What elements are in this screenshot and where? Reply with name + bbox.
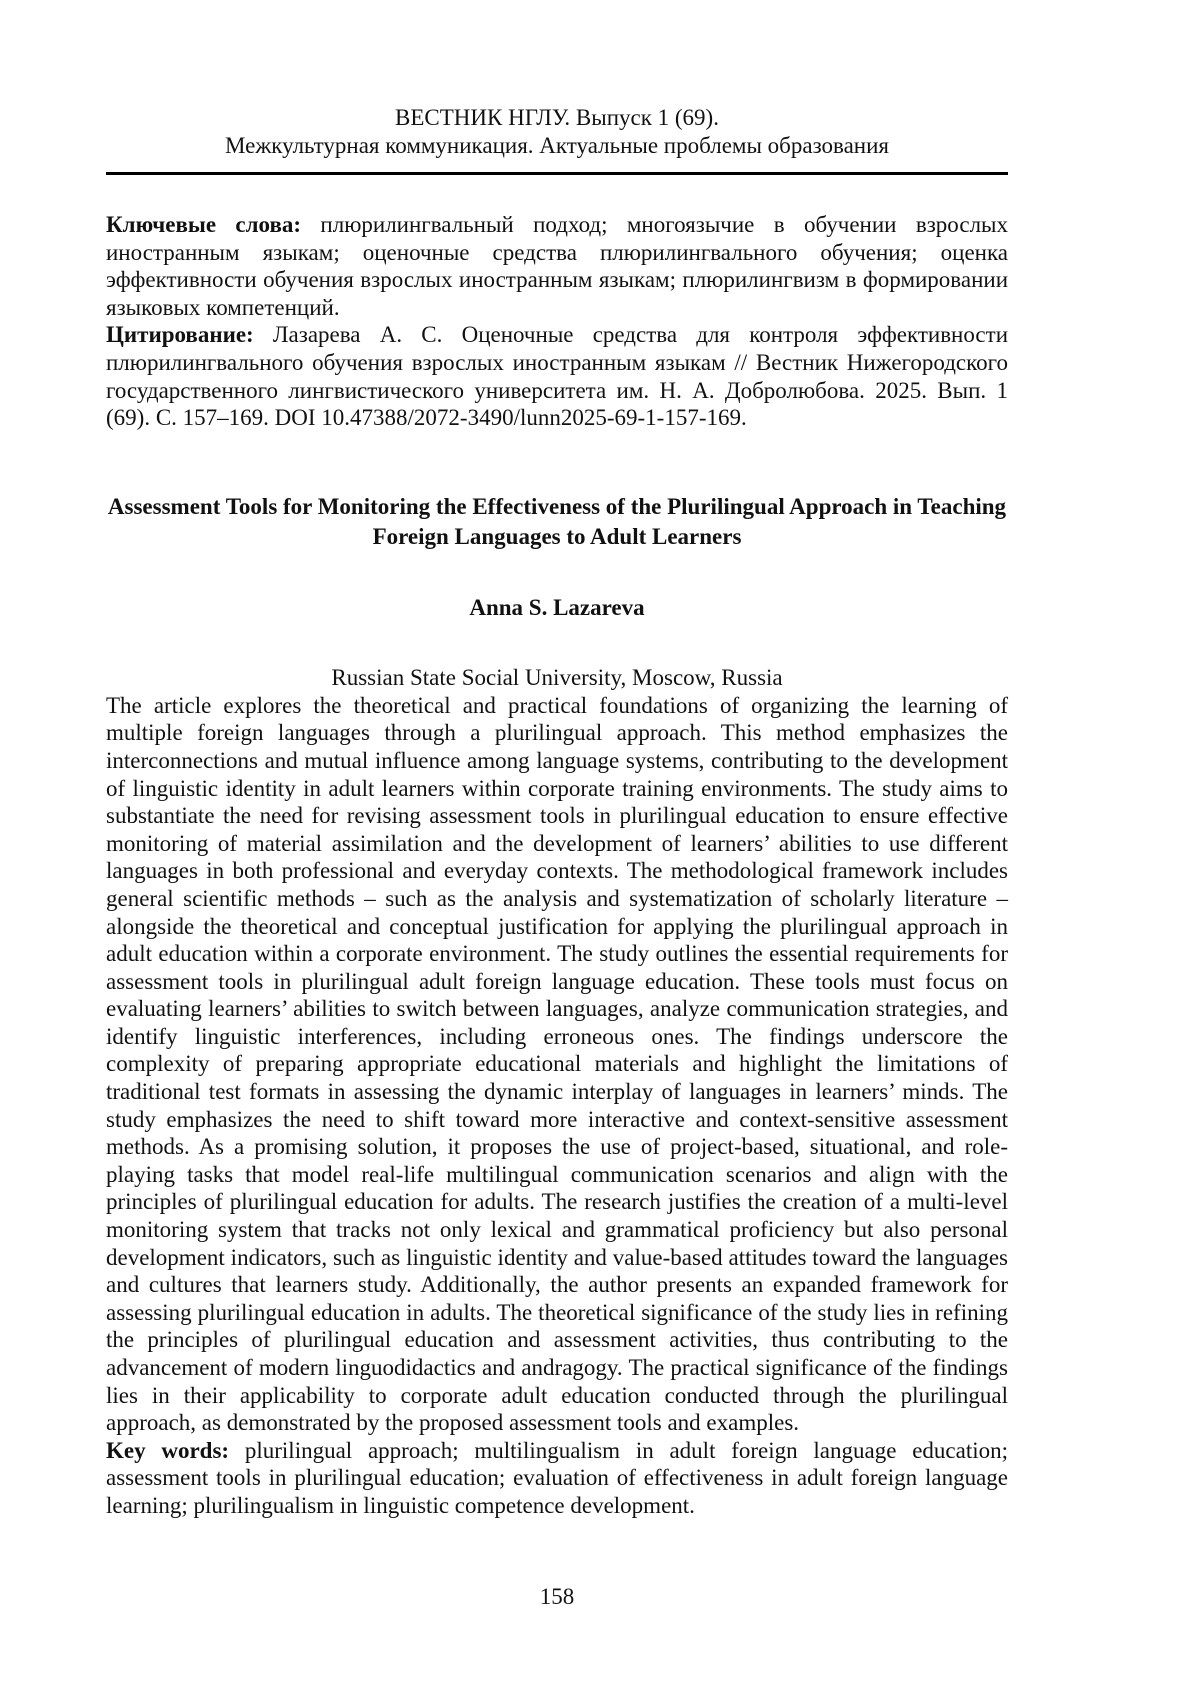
journal-header-line-2: Межкультурная коммуникация. Актуальные проблемы образования	[224, 133, 890, 158]
journal-header-line-1: ВЕСТНИК НГЛУ. Выпуск 1 (69).	[395, 105, 719, 130]
keywords-ru-paragraph	[106, 211, 1008, 321]
keywords-en-label: Key words:	[106, 1437, 230, 1463]
keywords-en-text: plurilingual approach; multilingualism in adult foreign language education; assessment tools in plurilingual education; evaluation of effectiveness in adult foreign language learning; plurilingualism in linguistic competence development.	[106, 1437, 1008, 1518]
journal-header	[106, 104, 1008, 160]
author-name: Anna S. Lazareva	[469, 594, 645, 620]
citation-paragraph	[106, 321, 1008, 431]
header-divider	[106, 172, 1008, 175]
citation-label: Цитирование:	[106, 322, 254, 348]
abstract-paragraph: The article explores the theoretical and practical foundations of organizing the learning of multiple foreign languages through a plurilingual approach. This method emphasizes the interconnections and mutual influence among language systems, contributing to the development of linguistic identity in adult learners within corporate training environments. The study aims to substantiate the need for revising assessment tools in plurilingual education to ensure effective monitoring of material assimilation and the development of learners’ abilities to use different languages in both professional and everyday contexts. The methodological framework includes general scientific methods – such as the analysis and systematization of scholarly literature – alongside the theoretical and conceptual justification for applying the plurilingual approach in adult education within a corporate environment. The study outlines the essential requirements for assessment tools in plurilingual adult foreign language education. These tools must focus on evaluating learners’ abilities to switch between languages, analyze communication strategies, and identify linguistic interferences, including erroneous ones. The findings underscore the complexity of preparing appropriate educational materials and highlight the limitations of traditional test formats in assessing the dynamic interplay of languages in learners’ minds. The study emphasizes the need to shift toward more interactive and context-sensitive assessment methods. As a promising solution, it proposes the use of project-based, situational, and role-playing tasks that model real-life multilingual communication scenarios and align with the principles of plurilingual education for adults. The research justifies the creation of a multi-level monitoring system that tracks not only lexical and grammatical proficiency but also personal development indicators, such as linguistic identity and value-based attitudes toward the languages and cultures that learners study. Additionally, the author presents an expanded framework for assessing plurilingual education in adults. The theoretical significance of the study lies in refining the principles of plurilingual education and assessment activities, thus contributing to the advancement of modern linguodidactics and andragogy. The practical significance of the findings lies in their applicability to corporate adult education conducted through the plurilingual approach, as demonstrated by the proposed assessment tools and examples.	[106, 692, 1008, 1436]
page-number: 158	[539, 1583, 575, 1609]
article-title: Assessment Tools for Monitoring the Effectiveness of the Plurilingual Approach in Teaching Foreign Languages to Adult Learners	[107, 493, 1007, 549]
keywords-ru-label: Ключевые слова:	[106, 212, 302, 237]
keywords-en-paragraph	[106, 1437, 1008, 1520]
keywords-ru-text: плюрилингвальный подход; многоязычие в обучении взрослых иностранным языкам; оценочные средства плюрилингвального обучения; оценка эффективности обучения взрослых иностранным языкам; плюрилингвизм в формировании языковых компетенций.	[106, 212, 1009, 320]
citation-text: Лазарева А. С. Оценочные средства для контроля эффективности плюрилингвального обучения взрослых иностранным языкам // Вестник Нижегородского государственного лингвистического университета им. Н. А. Добролюбова. 2025. Вып. 1 (69). С. 157–169. DOI 10.47388/2072-3490/lunn2025-69-1-157-169.	[106, 322, 1008, 431]
author-affiliation: Russian State Social University, Moscow, Russia	[331, 664, 783, 690]
